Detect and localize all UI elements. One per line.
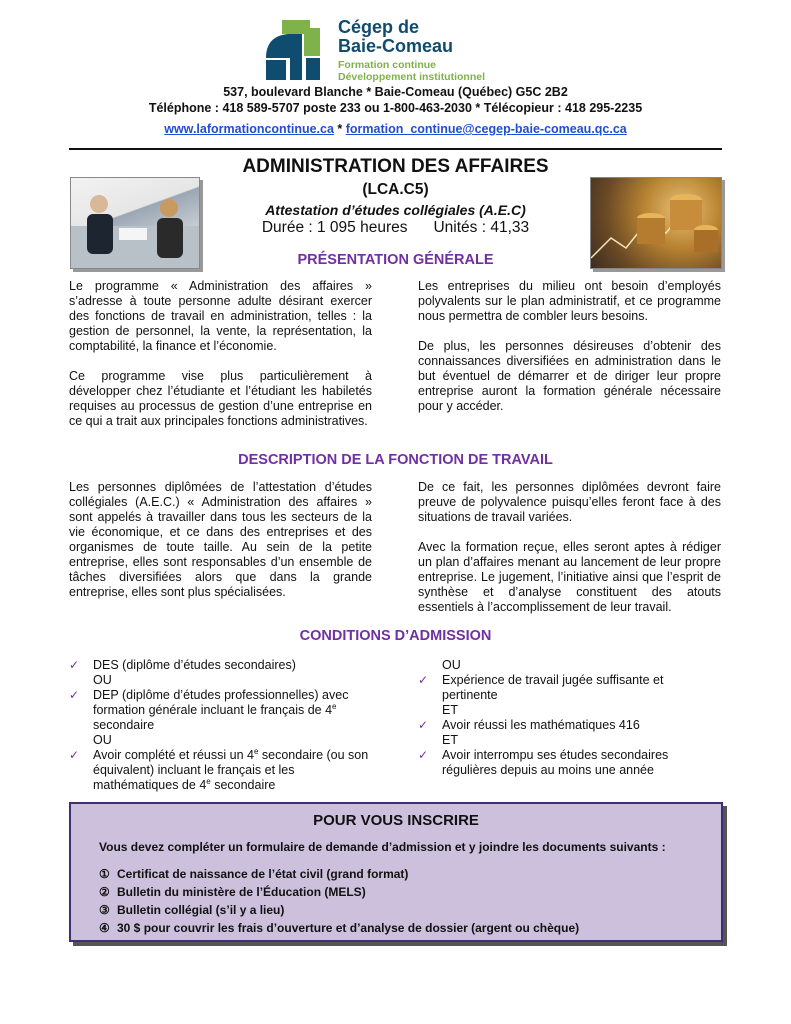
grade-number: 4 xyxy=(199,778,207,792)
admission-item-4e-text-a: Avoir complété et réussi un xyxy=(93,748,248,762)
checkmark-icon: ✓ xyxy=(418,748,429,762)
grade-sup: e xyxy=(253,746,259,756)
cegep-logo-mark xyxy=(262,18,326,82)
description-right-p2: Avec la formation reçue, elles seront aptes à rédiger un plan d’affaires menant au lancement de leur propre entreprise. Le jugement, l’initiative ainsi que l’esprit de synthèse et d’analyse constituent des atouts essentiels à l’accomplissement de leur travail. xyxy=(418,540,721,614)
logo-sub-line1: Formation continue xyxy=(338,59,436,71)
admission-item-math xyxy=(418,718,718,733)
admission-item-dep xyxy=(69,688,369,733)
circled-number-4: ④ xyxy=(99,921,110,935)
program-duration xyxy=(0,219,791,237)
admission-item-4e-text-c: secondaire xyxy=(210,778,276,792)
circled-number-2: ② xyxy=(99,885,110,899)
duree-value: Durée : 1 095 heures xyxy=(261,219,408,236)
presentation-left-p1: Le programme « Administration des affaires » s’adresse à toute personne adulte désirant exercer des fonctions de travail en administration, telles : la gestion de personnel, la vente, la représentation, la comptabilité, la finance et l’économie. xyxy=(69,279,372,353)
inscription-item-text: 30 $ pour couvrir les frais d’ouverture et d’analyse de dossier (argent ou chèque) xyxy=(117,921,580,935)
logo-name-line2: Baie-Comeau xyxy=(338,36,454,56)
program-title: ADMINISTRATION DES AFFAIRES xyxy=(242,156,549,177)
inscription-item-text: Certificat de naissance de l’état civil (grand format) xyxy=(117,867,409,881)
checkmark-icon: ✓ xyxy=(418,673,429,687)
description-right-p1: De ce fait, les personnes diplômées devront faire preuve de polyvalence puisqu’elles feront face à des situations de travail variées. xyxy=(418,480,721,524)
admission-item-dep-text-a: DEP (diplôme d’études professionnelles) avec formation générale incluant le français de xyxy=(93,688,349,717)
grade-sup: e xyxy=(206,776,211,786)
phone-line: Téléphone : 418 589-5707 poste 233 ou 1-800-463-2030 * Télécopieur : 418 295-2235 xyxy=(148,101,643,115)
inscription-document-list xyxy=(99,865,579,937)
admission-or-3: OU xyxy=(442,658,461,672)
logo-name-line1: Cégep de xyxy=(338,17,420,37)
checkmark-icon: ✓ xyxy=(69,658,80,672)
description-right-column xyxy=(418,480,721,630)
admission-right-list xyxy=(418,658,718,778)
inscription-box xyxy=(69,802,723,942)
inscription-intro: Vous devez compléter un formulaire de demande d’admission et y joindre les documents suivants : xyxy=(99,840,666,854)
admission-item-4e-text-b: secondaire (ou son équivalent) incluant le français et les mathématiques de xyxy=(93,748,369,792)
grade-number: 4 xyxy=(325,703,333,717)
website-link[interactable]: www.laformationcontinue.ca xyxy=(164,122,334,136)
admission-left-list xyxy=(69,658,369,793)
admission-item-interruption-text: Avoir interrompu ses études secondaires régulières depuis au moins une année xyxy=(442,748,669,777)
admission-item-des-text: DES (diplôme d’études secondaires) xyxy=(93,658,296,672)
description-heading: DESCRIPTION DE LA FONCTION DE TRAVAIL xyxy=(238,452,553,468)
admission-or-1: OU xyxy=(93,673,112,687)
presentation-left-column xyxy=(69,279,372,444)
presentation-left-p2: Ce programme vise plus particulièrement à développer chez l’étudiante et l’étudiant les habiletés requises au processus de gestion d’une entreprise en ce qui a trait aux principales fonctions administratives. xyxy=(69,369,372,428)
circled-number-1: ① xyxy=(99,867,110,881)
inscription-item xyxy=(99,883,579,901)
logo-subtitle xyxy=(338,59,485,83)
admission-item-4e xyxy=(69,748,369,793)
admission-item-experience-text: Expérience de travail jugée suffisante et pertinente xyxy=(442,673,664,702)
admission-item-des xyxy=(69,658,369,673)
checkmark-icon: ✓ xyxy=(69,688,80,702)
admission-et-1: ET xyxy=(442,703,458,717)
inscription-item xyxy=(99,901,579,919)
address: 537, boulevard Blanche * Baie-Comeau (Québec) G5C 2B2 xyxy=(223,85,568,99)
grade-sup: e xyxy=(332,701,337,711)
circled-number-3: ③ xyxy=(99,903,110,917)
logo-name xyxy=(338,18,453,56)
admission-item-experience xyxy=(418,673,718,703)
presentation-right-p1: Les entreprises du milieu ont besoin d’employés polyvalents sur le plan administratif, et ce programme nous permettra de combler leurs besoins. xyxy=(418,279,721,323)
email-link[interactable]: formation_continue@cegep-baie-comeau.qc.ca xyxy=(345,122,627,136)
checkmark-icon: ✓ xyxy=(69,748,80,762)
admission-item-dep-text-b: secondaire xyxy=(93,718,155,732)
description-left-column xyxy=(69,480,372,615)
inscription-item-text: Bulletin collégial (s’il y a lieu) xyxy=(117,903,285,917)
admission-item-interruption xyxy=(418,748,718,778)
unites-value: Unités : 41,33 xyxy=(433,219,530,236)
header-divider xyxy=(69,148,722,150)
inscription-item-text: Bulletin du ministère de l’Éducation (MELS) xyxy=(117,885,366,899)
admission-et-2: ET xyxy=(442,733,458,747)
program-code: (LCA.C5) xyxy=(362,181,429,198)
inscription-item xyxy=(99,865,579,883)
presentation-right-column xyxy=(418,279,721,429)
admission-heading: CONDITIONS D’ADMISSION xyxy=(299,628,492,644)
admission-item-math-text: Avoir réussi les mathématiques 416 xyxy=(442,718,640,732)
admission-or-2: OU xyxy=(93,733,112,747)
presentation-right-p2: De plus, les personnes désireuses d’obtenir des connaissances diversifiées en administration dans le but éventuel de démarrer et de diriger leur propre entreprise auront la formation générale nécessaire pour y accéder. xyxy=(418,339,721,413)
grade-number: 4 xyxy=(247,748,254,762)
attestation-label: Attestation d’études collégiales (A.E.C) xyxy=(265,202,526,218)
inscription-item xyxy=(99,919,579,937)
description-left-p1: Les personnes diplômées de l’attestation d’études collégiales (A.E.C.) « Administration des affaires » sont appelés à travailler dans tous les secteurs de la vie économique, et ce dans des entreprises et des organismes de toute taille. Au sein de la petite entreprise, elles sont responsables d’un ensemble de tâches diversifiées alors que dans la grande entreprise, elles sont plus spécialisées. xyxy=(69,480,372,599)
inscription-title: POUR VOUS INSCRIRE xyxy=(313,812,479,829)
presentation-heading: PRÉSENTATION GÉNÉRALE xyxy=(297,252,494,268)
contact-links xyxy=(0,122,791,136)
checkmark-icon: ✓ xyxy=(418,718,429,732)
link-separator: * xyxy=(333,122,346,136)
logo-sub-line2: Développement institutionnel xyxy=(338,71,486,83)
